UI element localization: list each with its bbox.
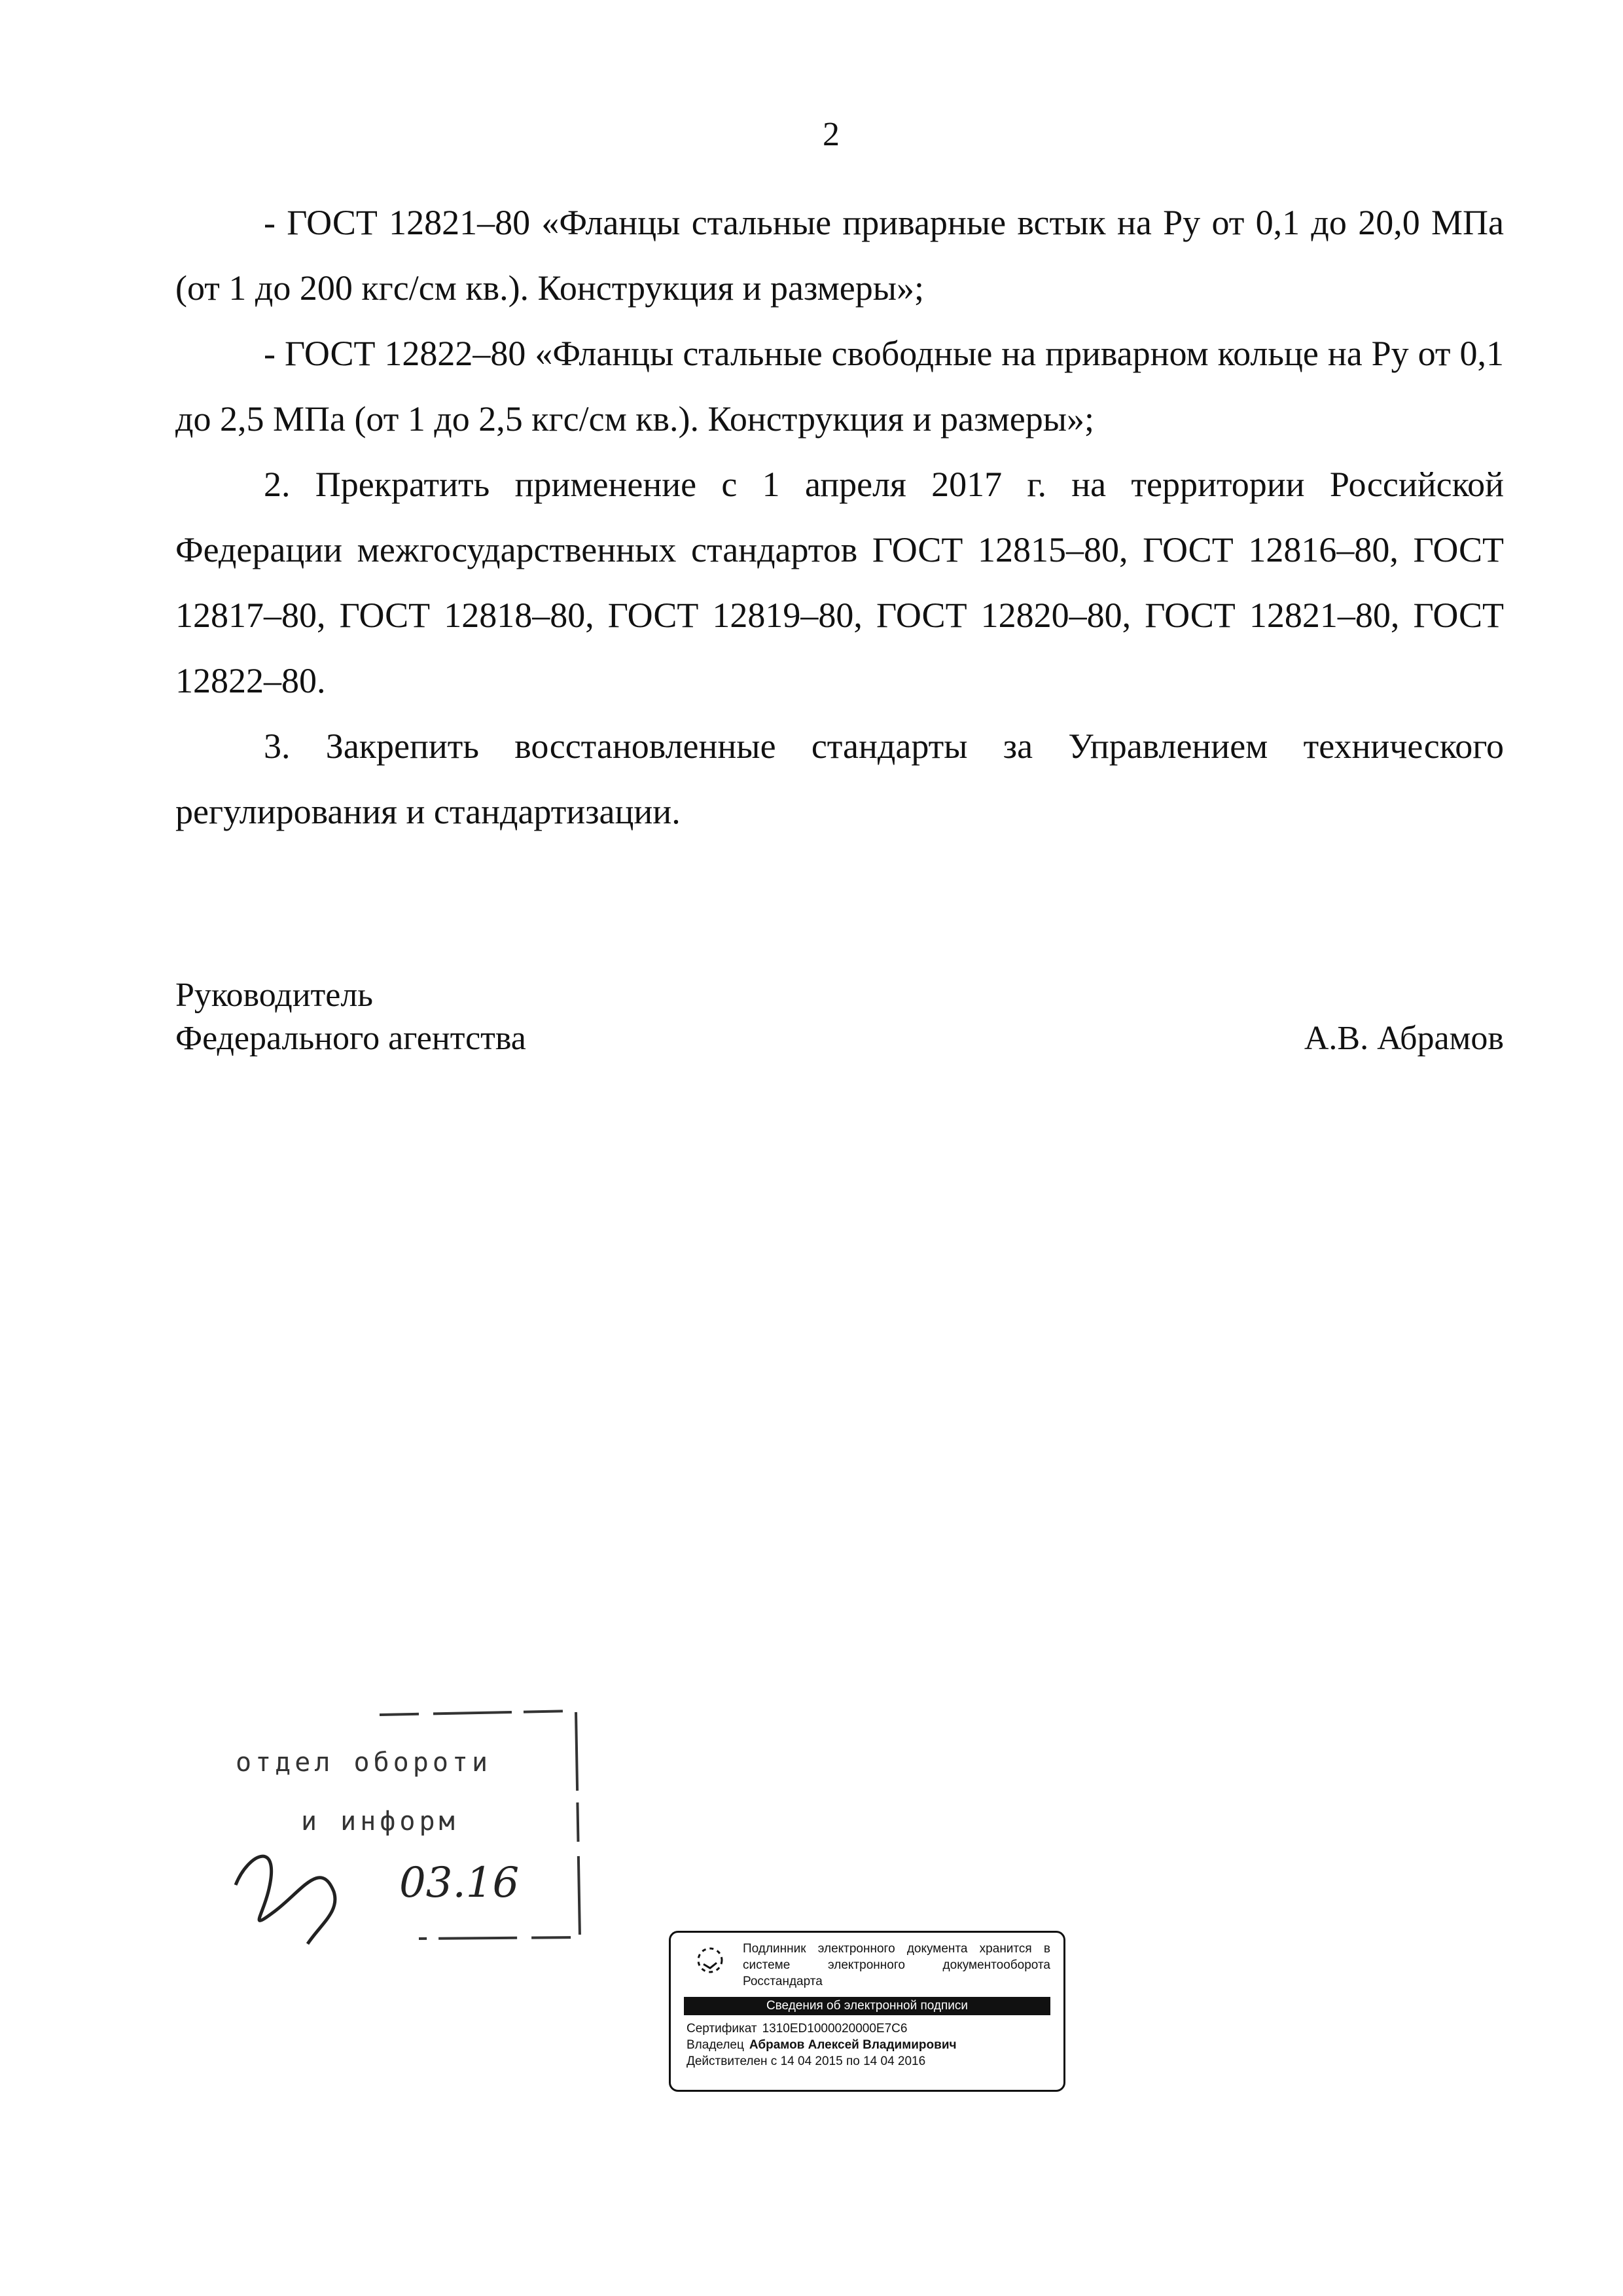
document-body <box>175 190 1504 844</box>
certificate-label: Сертификат <box>687 2022 757 2036</box>
signature-block <box>175 974 1504 1060</box>
page-number: 2 <box>823 116 840 153</box>
certificate-row <box>687 2020 957 2037</box>
owner-row <box>687 2037 957 2053</box>
digital-seal-icon <box>694 1945 726 1976</box>
paragraph-gost-12821: - ГОСТ 12821–80 «Фланцы стальные приварные встык на Ру от 0,1 до 20,0 МПа (от 1 до 200 кгс/см кв.). Конструкция и размеры»; <box>175 203 1504 308</box>
esignature-details <box>687 2020 957 2070</box>
stamp-date: 03.16 <box>399 1859 520 1907</box>
esignature-header: Сведения об электронной подписи <box>684 1997 1050 2015</box>
paragraph-item-2: 2. Прекратить применение с 1 апреля 2017 г. на территории Российской Федерации межгосударственных стандартов ГОСТ 12815–80, ГОСТ 12816–80, ГОСТ 12817–80, ГОСТ 12818–80, ГОСТ 12819–80, ГОСТ 12820–80, ГОСТ 12821–80, ГОСТ 12822–80. <box>175 465 1504 700</box>
signatory-title-line2: Федерального агентства <box>175 1020 526 1057</box>
owner-label: Владелец <box>687 2038 744 2052</box>
signatory-name: А.В. Абрамов <box>1304 1020 1504 1057</box>
handwritten-initials-icon <box>236 1856 335 1944</box>
stamp-text-line1: отдел обороти <box>236 1748 492 1778</box>
owner-value: Абрамов Алексей Владимирович <box>749 2038 957 2052</box>
esignature-notice: Подлинник электронного документа хранится в системе электронного документооборота Росстандарта <box>743 1942 1050 1988</box>
registration-stamp <box>209 1695 582 1957</box>
paragraph-gost-12822: - ГОСТ 12822–80 «Фланцы стальные свободные на приварном кольце на Ру от 0,1 до 2,5 МПа (от 1 до 2,5 кгс/см кв.). Конструкция и размеры»; <box>175 334 1504 439</box>
certificate-value: 1310ED1000020000E7C6 <box>762 2022 908 2036</box>
validity-row: Действителен с 14 04 2015 по 14 04 2016 <box>687 2054 926 2068</box>
stamp-text-line2: и информ <box>301 1806 459 1837</box>
electronic-signature-box <box>669 1931 1065 2092</box>
signatory-title-line1: Руководитель <box>175 977 373 1014</box>
paragraph-item-3: 3. Закрепить восстановленные стандарты за Управлением технического регулирования и стандартизации. <box>175 726 1504 831</box>
